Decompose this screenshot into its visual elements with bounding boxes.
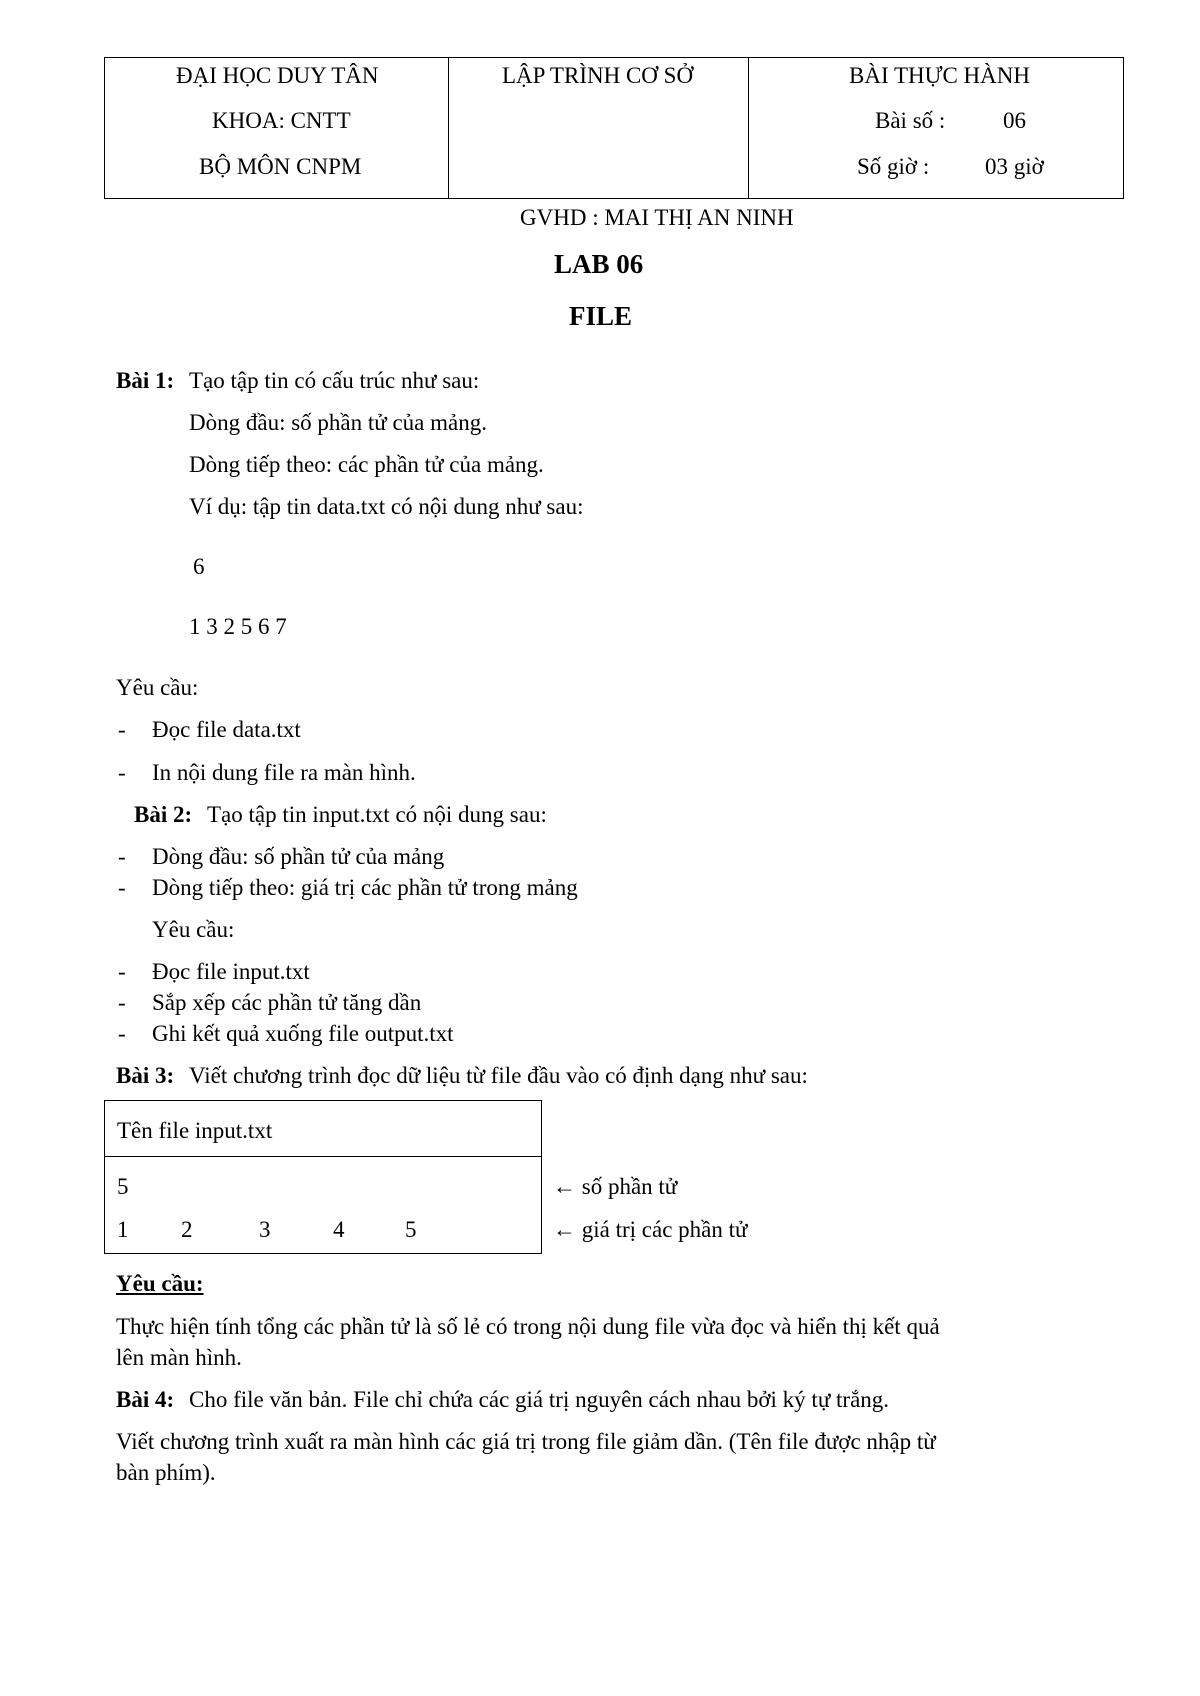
- faculty-name: KHOA: CNTT: [212, 108, 351, 133]
- lab-number-value: 06: [1003, 108, 1026, 133]
- bai2-requirement-label: Yêu cầu:: [152, 917, 235, 942]
- bai3-requirement-label: Yêu cầu:: [116, 1271, 204, 1296]
- lab-number-label: Bài số :: [875, 108, 946, 133]
- table-divider: [105, 1156, 541, 1157]
- note-count: ← số phần tử: [553, 1174, 678, 1199]
- bullet: -: [118, 990, 126, 1015]
- bai1-requirement-2: In nội dung file ra màn hình.: [152, 760, 416, 785]
- instructor: GVHD : MAI THỊ AN NINH: [520, 205, 794, 230]
- hours-label: Số giờ :: [857, 154, 930, 179]
- bullet: -: [118, 1021, 126, 1046]
- bai1-requirement-label: Yêu cầu:: [116, 675, 199, 700]
- bullet: -: [118, 959, 126, 984]
- bai1-example: Ví dụ: tập tin data.txt có nội dung như sau:: [189, 494, 584, 519]
- bai1-example-count: 6: [193, 554, 205, 579]
- note-values: ← giá trị các phần tử: [553, 1217, 748, 1242]
- bai4-intro: Cho file văn bản. File chỉ chứa các giá trị nguyên cách nhau bởi ký tự trắng.: [189, 1387, 890, 1412]
- bai2-item-1: Dòng đầu: số phần tử của mảng: [152, 844, 445, 869]
- table-value: 5: [405, 1217, 417, 1242]
- bai1-example-values: 1 3 2 5 6 7: [189, 614, 287, 639]
- bullet: -: [118, 875, 126, 900]
- bai1-requirement-1: Đọc file data.txt: [152, 717, 301, 742]
- bai1-label: Bài 1:: [116, 368, 175, 393]
- bai2-requirement-1: Đọc file input.txt: [152, 959, 310, 984]
- practice-title: BÀI THỰC HÀNH: [849, 63, 1030, 88]
- bai4-label: Bài 4:: [116, 1387, 175, 1412]
- table-value: 4: [333, 1217, 345, 1242]
- hours-value: 03 giờ: [985, 154, 1044, 179]
- bai3-label: Bài 3:: [116, 1063, 175, 1088]
- table-value: 3: [259, 1217, 271, 1242]
- table-count: 5: [117, 1174, 129, 1199]
- table-header: Tên file input.txt: [117, 1118, 273, 1143]
- bai3-intro: Viết chương trình đọc dữ liệu từ file đầu vào có định dạng như sau:: [189, 1063, 808, 1088]
- header-divider: [748, 58, 749, 198]
- bai4-line1: Viết chương trình xuất ra màn hình các giá trị trong file giảm dần. (Tên file được nhập từ: [116, 1429, 936, 1454]
- university-name: ĐẠI HỌC DUY TÂN: [176, 63, 379, 88]
- bullet: -: [118, 844, 126, 869]
- page-subtitle: FILE: [569, 301, 633, 331]
- bai4-line2: bàn phím).: [116, 1460, 216, 1485]
- bai3-requirement-line2: lên màn hình.: [116, 1345, 242, 1370]
- bai1-line1: Dòng đầu: số phần tử của mảng.: [189, 410, 487, 435]
- header-divider: [448, 58, 449, 198]
- bai2-requirement-2: Sắp xếp các phần tử tăng dần: [152, 990, 422, 1015]
- bai1-line2: Dòng tiếp theo: các phần tử của mảng.: [189, 452, 544, 477]
- bullet: -: [118, 717, 126, 742]
- page-title: LAB 06: [554, 249, 644, 279]
- bai1-intro: Tạo tập tin có cấu trúc như sau:: [189, 368, 480, 393]
- department-name: BỘ MÔN CNPM: [199, 154, 362, 179]
- table-value: 2: [181, 1217, 193, 1242]
- table-value: 1: [117, 1217, 129, 1242]
- bai2-item-2: Dòng tiếp theo: giá trị các phần tử trong mảng: [152, 875, 578, 900]
- course-name: LẬP TRÌNH CƠ SỞ: [502, 63, 694, 88]
- bai3-requirement-line1: Thực hiện tính tổng các phần tử là số lẻ có trong nội dung file vừa đọc và hiển thị kết quả: [116, 1314, 940, 1339]
- bai2-intro: Tạo tập tin input.txt có nội dung sau:: [207, 802, 547, 827]
- bai2-requirement-3: Ghi kết quả xuống file output.txt: [152, 1021, 454, 1046]
- bullet: -: [118, 760, 126, 785]
- bai2-label: Bài 2:: [134, 802, 193, 827]
